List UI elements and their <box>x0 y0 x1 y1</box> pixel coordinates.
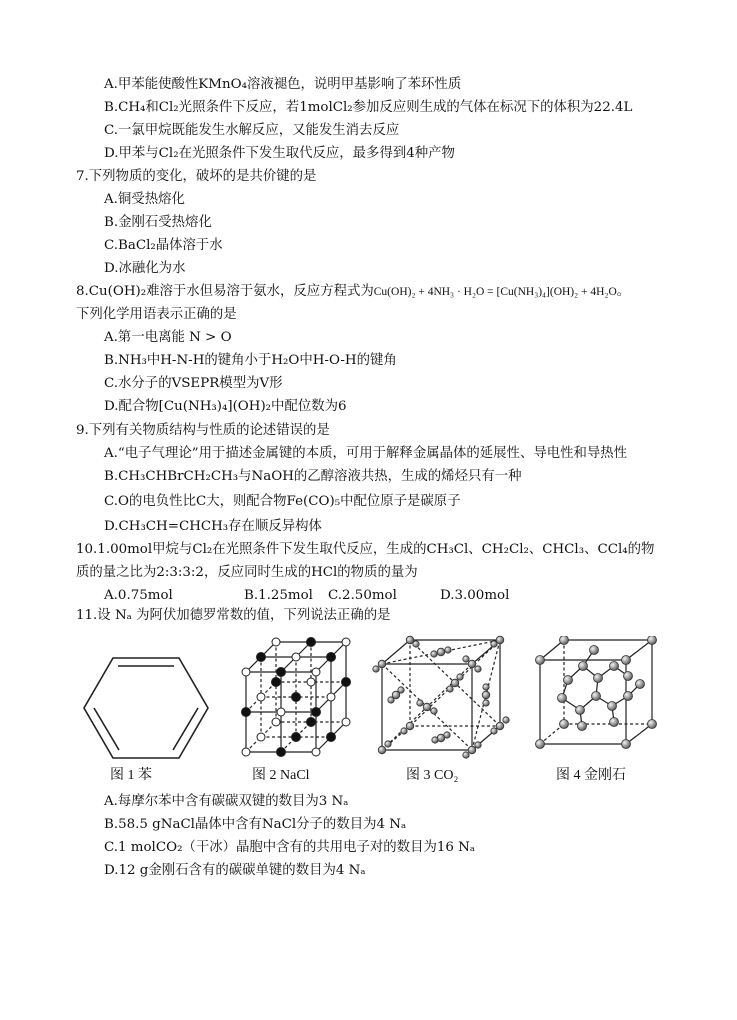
q10-stem-line1: 10.1.00mol甲烷与Cl₂在光照条件下发生取代反应，生成的CH₃Cl、CH₂Cl₂、CHCl₃、CCl₄的物 <box>76 542 655 557</box>
q8-stem-text: 8.Cu(OH)₂难溶于水但易溶于氨水，反应方程式为 <box>76 284 374 299</box>
q8-option-d: D.配合物[Cu(NH₃)₄](OH)₂中配位数为6 <box>104 399 347 414</box>
q11-option-a: A.每摩尔苯中含有碳碳双键的数目为3 Nₐ <box>104 794 349 809</box>
q11-option-d: D.12 g金刚石含有的碳碳单键的数目为4 Nₐ <box>104 863 366 878</box>
q10-option-b: B.1.25mol <box>244 588 313 603</box>
q11-stem: 11.设 Nₐ 为阿伏加德罗常数的值，下列说法正确的是 <box>76 608 391 623</box>
benzene-structure <box>80 652 212 764</box>
q10-option-a: A.0.75mol <box>104 588 173 603</box>
q8-equation: Cu(OH)₂ + 4NH₃ · H₂O = [Cu(NH₃)₄](OH)₂ + 4H₂O <box>373 286 617 298</box>
q9-option-a: A.“电子气理论”用于描述金属键的本质，可用于解释金属晶体的延展性、导电性和导热性 <box>104 446 628 461</box>
q9-option-b: B.CH₃CHBrCH₂CH₃与NaOH的乙醇溶液共热，生成的烯烃只有一种 <box>104 469 522 484</box>
q11-option-b: B.58.5 gNaCl晶体中含有NaCl分子的数目为4 Nₐ <box>104 817 407 832</box>
co2-crystal-lattice <box>372 634 512 760</box>
q8-stem-end: 。 <box>616 284 631 299</box>
q7-option-d: D.冰融化为水 <box>104 261 186 276</box>
q8-stem-line1 <box>76 283 630 301</box>
diamond-crystal-lattice <box>532 636 662 754</box>
nacl-crystal-lattice <box>236 632 356 762</box>
q6-option-b: B.CH₄和Cl₂光照条件下反应，若1molCl₂参加反应则生成的气体在标况下的体积为22.4L <box>104 100 633 115</box>
q10-option-d: D.3.00mol <box>440 588 510 603</box>
q11-option-c: C.1 molCO₂（干冰）晶胞中含有的共用电子对的数目为16 Nₐ <box>104 840 476 855</box>
q7-option-b: B.金刚石受热熔化 <box>104 215 212 230</box>
q10-option-c: C.2.50mol <box>328 588 397 603</box>
q9-option-d: D.CH₃CH=CHCH₃存在顺反异构体 <box>104 519 322 534</box>
q6-option-d: D.甲苯与Cl₂在光照条件下发生取代反应，最多得到4种产物 <box>104 146 455 161</box>
q7-stem: 7.下列物质的变化，破坏的是共价键的是 <box>76 169 317 184</box>
q10-stem-line2: 质的量之比为2:3:3:2，反应同时生成的HCl的物质的量为 <box>76 565 418 580</box>
q11-figures <box>76 630 676 790</box>
q9-stem: 9.下列有关物质结构与性质的论述错误的是 <box>76 423 330 438</box>
q6-option-a: A.甲苯能使酸性KMnO₄溶液褪色，说明甲基影响了苯环性质 <box>104 77 462 92</box>
q7-option-c: C.BaCl₂晶体溶于水 <box>104 238 223 253</box>
q6-option-c: C.一氯甲烷既能发生水解反应，又能发生消去反应 <box>104 123 400 138</box>
q7-option-a: A.铜受热熔化 <box>104 192 185 207</box>
figure-1-caption: 图 1 苯 <box>110 768 152 783</box>
figure-4-caption: 图 4 金刚石 <box>556 768 626 783</box>
q8-option-a: A.第一电离能 N > O <box>104 330 232 345</box>
figure-3-caption: 图 3 CO₂ <box>406 768 459 783</box>
q8-option-b: B.NH₃中H-N-H的键角小于H₂O中H-O-H的键角 <box>104 353 397 368</box>
q8-option-c: C.水分子的VSEPR模型为V形 <box>104 376 283 391</box>
q9-option-c: C.O的电负性比C大，则配合物Fe(CO)₅中配位原子是碳原子 <box>104 494 461 509</box>
figure-2-caption: 图 2 NaCl <box>252 768 310 783</box>
q8-stem-line2: 下列化学用语表示正确的是 <box>76 307 237 322</box>
